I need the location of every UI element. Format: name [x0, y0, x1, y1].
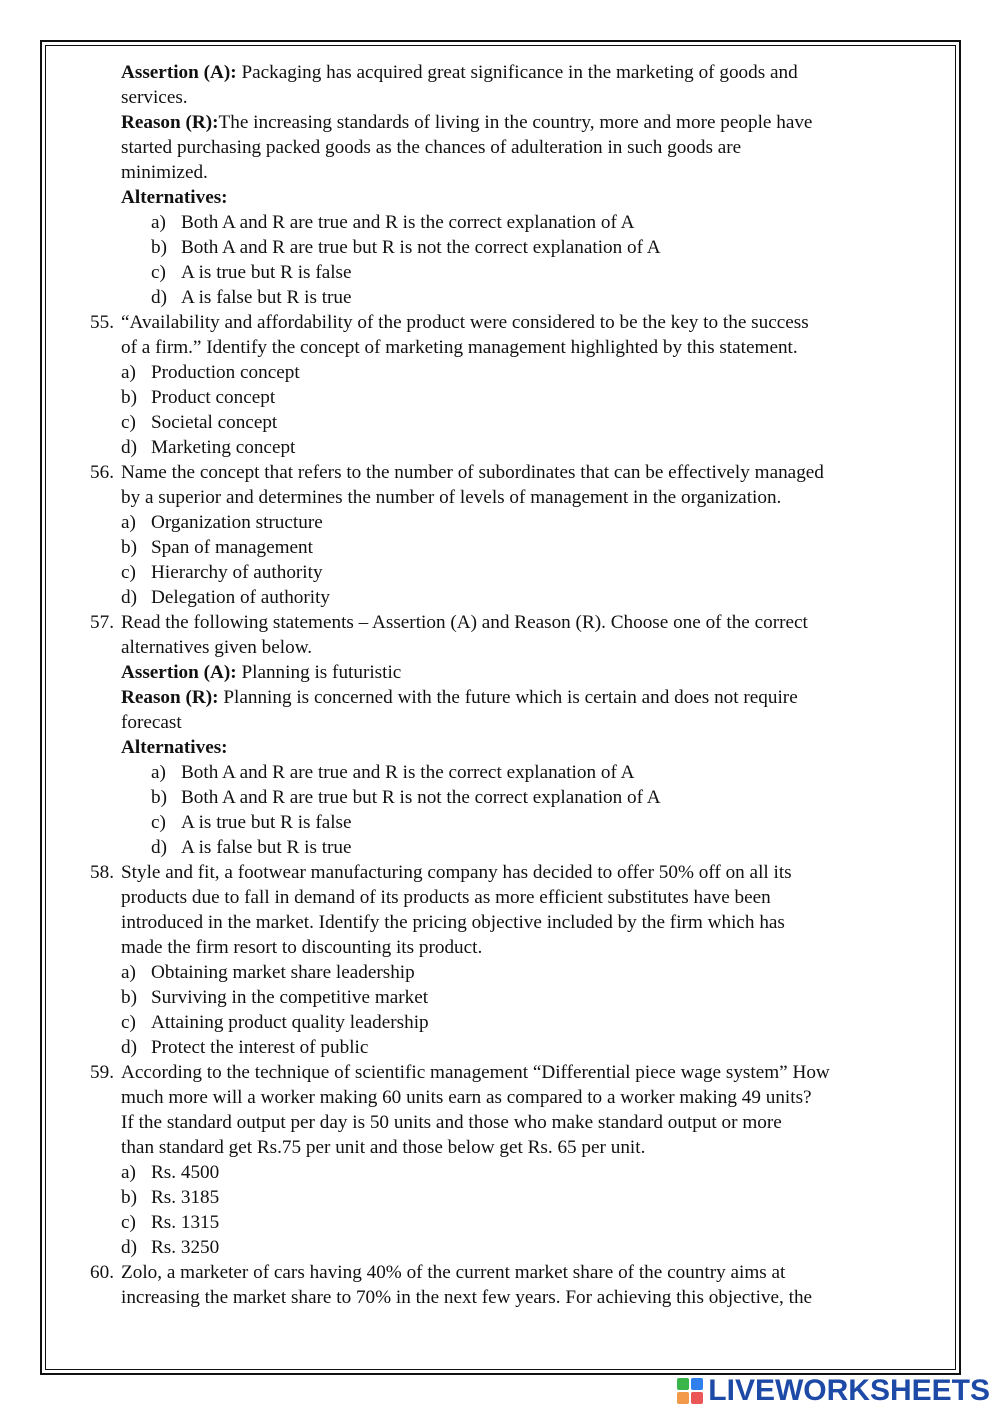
q59-question-cont: much more will a worker making 60 units earn as compared to a worker making 49 units?: [121, 1087, 812, 1108]
q57-option-c[interactable]: c) A is true but R is false: [151, 812, 352, 833]
q56-option-b[interactable]: b) Span of management: [121, 537, 313, 558]
q56-option-d[interactable]: d) Delegation of authority: [121, 587, 331, 608]
liveworksheets-brand: [676, 1374, 990, 1408]
q57-question-cont: alternatives given below.: [121, 637, 313, 658]
q58-option-c[interactable]: c) Attaining product quality leadership: [121, 1012, 429, 1033]
q54-option-b[interactable]: b) Both A and R are true but R is not the correct explanation of A: [151, 237, 661, 258]
q54-option-d[interactable]: d) A is false but R is true: [151, 287, 352, 308]
q58-option-b[interactable]: b) Surviving in the competitive market: [121, 987, 429, 1008]
q58-question-cont2: introduced in the market. Identify the pricing objective included by the firm which has: [121, 912, 785, 933]
q58-question-cont: products due to fall in demand of its products as more efficient substitutes have been: [121, 887, 771, 908]
q55-option-c[interactable]: c) Societal concept: [121, 412, 278, 433]
q57-option-a[interactable]: a) Both A and R are true and R is the correct explanation of A: [151, 762, 635, 783]
q57-assertion: Assertion (A): Planning is futuristic: [121, 662, 402, 683]
q59-question-cont2: If the standard output per day is 50 units and those who make standard output or more: [121, 1112, 782, 1133]
q56-option-c[interactable]: c) Hierarchy of authority: [121, 562, 323, 583]
q60-question-cont: increasing the market share to 70% in the next few years. For achieving this objective, the: [121, 1287, 813, 1308]
q58-option-d[interactable]: d) Protect the interest of public: [121, 1037, 369, 1058]
q54-assertion: Assertion (A): Packaging has acquired great significance in the marketing of goods and: [121, 62, 798, 83]
q57-alternatives-heading: Alternatives:: [121, 737, 228, 758]
q57-option-d[interactable]: d) A is false but R is true: [151, 837, 352, 858]
q57-reason-cont: forecast: [121, 712, 182, 733]
q59-option-c[interactable]: c) Rs. 1315: [121, 1212, 220, 1233]
q54-reason-cont: started purchasing packed goods as the chances of adulteration in such goods are: [121, 137, 742, 158]
q57-reason: Reason (R): Planning is concerned with the future which is certain and does not require: [121, 687, 798, 708]
q58-question: 58. Style and fit, a footwear manufacturing company has decided to offer 50% off on all its: [90, 862, 792, 883]
q54-option-a[interactable]: a) Both A and R are true and R is the correct explanation of A: [151, 212, 635, 233]
q55-question-cont: of a firm.” Identify the concept of marketing management highlighted by this statement.: [121, 337, 798, 358]
liveworksheets-logo-icon: [676, 1377, 704, 1405]
q56-question: 56. Name the concept that refers to the number of subordinates that can be effectively managed: [90, 462, 824, 483]
q59-question: 59. According to the technique of scientific management “Differential piece wage system” How: [90, 1062, 830, 1083]
q54-assertion-cont: services.: [121, 87, 188, 108]
q54-reason-cont2: minimized.: [121, 162, 208, 183]
q59-option-a[interactable]: a) Rs. 4500: [121, 1162, 220, 1183]
q55-question: 55. “Availability and affordability of the product were considered to be the key to the success: [90, 312, 809, 333]
q58-option-a[interactable]: a) Obtaining market share leadership: [121, 962, 415, 983]
brand-wordmark: LIVEWORKSHEETS: [708, 1374, 990, 1407]
q59-option-b[interactable]: b) Rs. 3185: [121, 1187, 220, 1208]
q56-question-cont: by a superior and determines the number of levels of management in the organization.: [121, 487, 782, 508]
q55-option-b[interactable]: b) Product concept: [121, 387, 276, 408]
q58-question-cont3: made the firm resort to discounting its product.: [121, 937, 483, 958]
q54-option-c[interactable]: c) A is true but R is false: [151, 262, 352, 283]
q60-question: 60. Zolo, a marketer of cars having 40% of the current market share of the country aims at: [90, 1262, 786, 1283]
q55-option-d[interactable]: d) Marketing concept: [121, 437, 296, 458]
worksheet-content: [90, 60, 950, 1310]
q57-question: 57. Read the following statements – Assertion (A) and Reason (R). Choose one of the correct: [90, 612, 808, 633]
q59-question-cont3: than standard get Rs.75 per unit and those below get Rs. 65 per unit.: [121, 1137, 646, 1158]
q55-option-a[interactable]: a) Production concept: [121, 362, 300, 383]
q59-option-d[interactable]: d) Rs. 3250: [121, 1237, 220, 1258]
q54-reason: Reason (R):The increasing standards of living in the country, more and more people have: [121, 112, 813, 133]
q57-option-b[interactable]: b) Both A and R are true but R is not the correct explanation of A: [151, 787, 661, 808]
q56-option-a[interactable]: a) Organization structure: [121, 512, 323, 533]
q54-alternatives-heading: Alternatives:: [121, 187, 228, 208]
